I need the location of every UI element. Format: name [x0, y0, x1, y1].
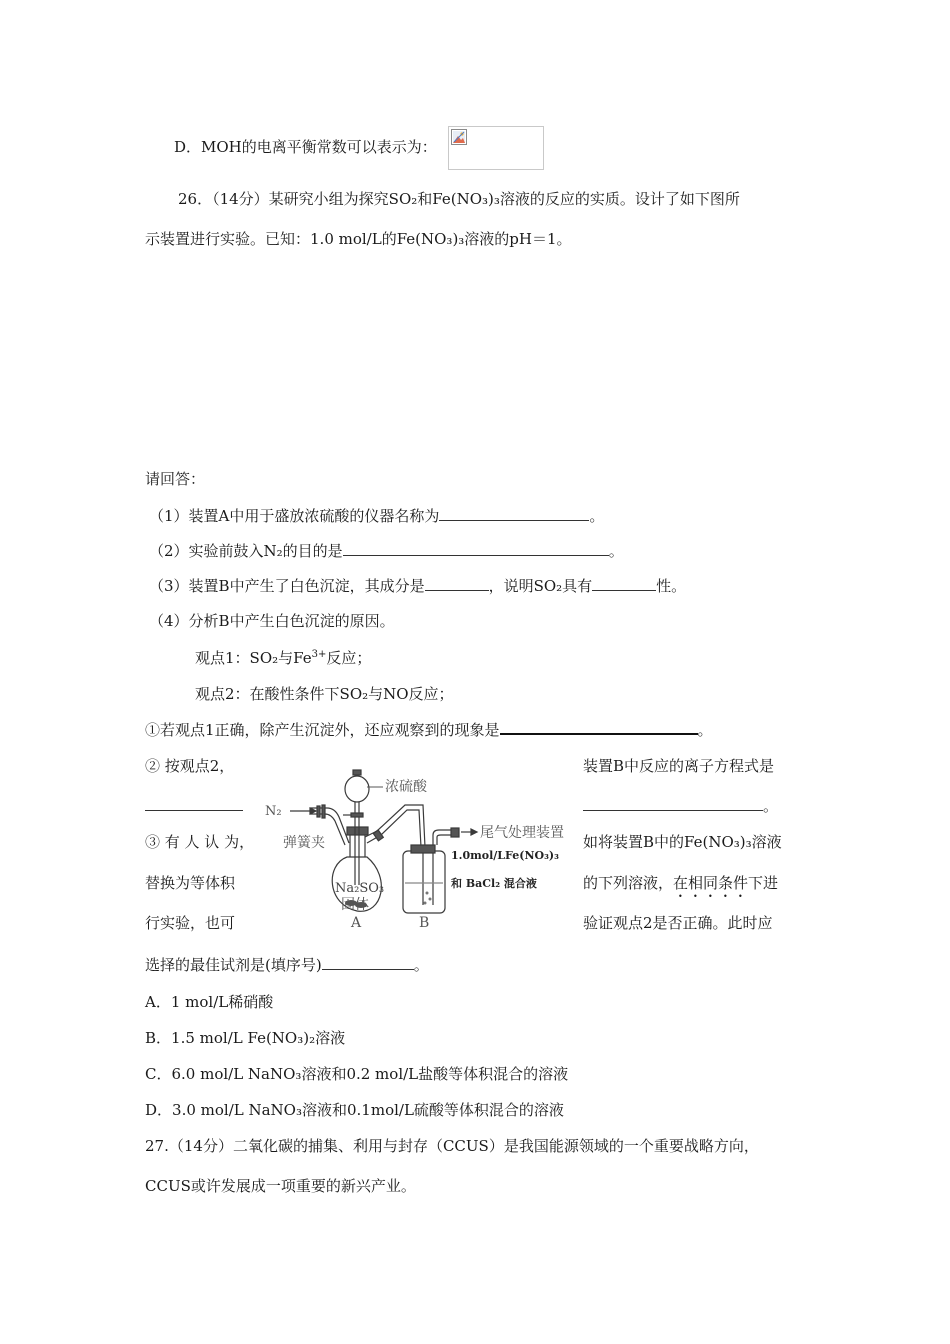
q25-option-d-text: D．MOH的电离平衡常数可以表示为： [174, 138, 437, 156]
sub-question-2-left: ② 按观点2， [145, 757, 235, 775]
flask-a-stopper [347, 827, 368, 835]
sub-question-3b-right [583, 873, 778, 901]
answer-blank-6[interactable] [322, 955, 414, 970]
sub-question-3b-text: 的下列溶液， [583, 874, 674, 892]
answer-blank-4[interactable] [500, 719, 698, 735]
sub-question-3-right: 如将装置B中的Fe(NO₃)₃溶液 [583, 833, 782, 851]
viewpoint-2: 观点2：在酸性条件下SO₂与NO反应； [195, 685, 454, 703]
sub-question-2-right: 装置B中反应的离子方程式是 [583, 757, 775, 775]
question-part-4: （4）分析B中产生白色沉淀的原因。 [149, 612, 395, 630]
option-d: D．3.0 mol/L NaNO₃溶液和0.1mol/L硫酸等体积混合的溶液 [145, 1101, 564, 1119]
period: 。 [697, 721, 713, 739]
equation-blank-right-wrap [583, 796, 778, 816]
choose-reagent [145, 955, 429, 975]
option-b: B．1.5 mol/L Fe(NO₃)₂溶液 [145, 1029, 346, 1047]
part1-text: （1）装置A中用于盛放浓硫酸的仪器名称为 [149, 507, 440, 525]
period: 。 [608, 542, 624, 560]
answer-blank-2[interactable] [343, 541, 609, 556]
n2-arrow-head [310, 808, 316, 814]
bubbles [424, 892, 432, 905]
answer-blank-3a[interactable] [425, 576, 489, 591]
part2-text: （2）实验前鼓入N₂的目的是 [149, 542, 343, 560]
viewpoint-1 [195, 648, 371, 668]
clamp-label: 弹簧夹 [283, 835, 325, 851]
period: 。 [589, 507, 605, 525]
sub-question-3b-left: 替换为等体积 [145, 874, 236, 892]
viewpoint-1-end: 反应； [326, 649, 372, 667]
spring-clamp [317, 806, 320, 817]
n2-label: N₂ [265, 804, 282, 819]
emphasized-text: 在相同条件 [673, 874, 749, 892]
apparatus-diagram [255, 765, 580, 935]
period: 。 [413, 956, 429, 974]
q27-line1: 27.（14分）二氧化碳的捕集、利用与封存（CCUS）是我国能源领域的一个重要战略方向， [145, 1137, 759, 1155]
acid-label: 浓硫酸 [385, 779, 427, 795]
sub-question-1 [145, 719, 713, 740]
q27-line2: CCUS或许发展成一项重要的新兴产业。 [145, 1177, 416, 1195]
label-a: A [351, 915, 362, 931]
broken-image-icon [451, 129, 467, 145]
q26-intro-line2: 示装置进行实验。已知：1.0 mol/L的Fe(NO₃)₃溶液的pH＝1。 [145, 230, 572, 248]
solid-label: 固体 [341, 897, 369, 913]
sub-question-1-text: ①若观点1正确，除产生沉淀外，还应观察到的现象是 [145, 721, 500, 739]
sub-question-3c-left: 行实验，也可 [145, 914, 236, 932]
charge-superscript: 3+ [311, 649, 327, 660]
na2so3-text: Na₂SO₃ [335, 881, 385, 896]
tail-gas-label: 尾气处理装置 [480, 825, 564, 841]
sub-question-3-left: ③ 有 人 认 为， [145, 833, 255, 851]
bottle-b-stopper [411, 845, 435, 853]
option-a: A．1 mol/L稀硝酸 [145, 993, 274, 1011]
question-part-3 [149, 576, 686, 596]
viewpoint-1-text: 观点1：SO₂与Fe [195, 649, 312, 667]
answer-prompt: 请回答： [145, 470, 206, 488]
answer-blank-3b[interactable] [592, 576, 656, 591]
part3-text: （3）装置B中产生了白色沉淀，其成分是 [149, 577, 425, 595]
label-b: B [419, 915, 430, 931]
option-c: C．6.0 mol/L NaNO₃溶液和0.2 mol/L盐酸等体积混合的溶液 [145, 1065, 569, 1083]
equation-blank-left-wrap [145, 796, 243, 816]
part3-end-text: 性。 [656, 577, 687, 595]
question-part-2 [149, 541, 624, 561]
formula-image-placeholder [448, 126, 544, 170]
dropping-funnel [345, 776, 369, 802]
sub-question-3b-end: 下进 [748, 874, 779, 892]
answer-blank-5a[interactable] [145, 796, 243, 811]
answer-blank-5b[interactable] [583, 796, 763, 811]
q25-option-d [174, 137, 437, 157]
solution-label-1: 1.0mol/LFe(NO₃)₃ [451, 849, 559, 862]
period: 。 [763, 797, 779, 815]
answer-blank-1[interactable] [439, 506, 589, 521]
question-part-1 [149, 506, 604, 526]
funnel-stopcock [351, 813, 363, 817]
solution-label-2: 和 BaCl₂ 混合液 [451, 877, 537, 890]
part3-mid-text: ，说明SO₂具有 [488, 577, 593, 595]
q26-intro-line1: 26．（14分）某研究小组为探究SO₂和Fe(NO₃)₃溶液的反应的实质。设计了如下图所 [178, 190, 740, 208]
choose-reagent-text: 选择的最佳试剂是(填序号) [145, 956, 322, 974]
sub-question-3c-right: 验证观点2是否正确。此时应 [583, 914, 773, 932]
tail-arrow-head [471, 829, 477, 835]
